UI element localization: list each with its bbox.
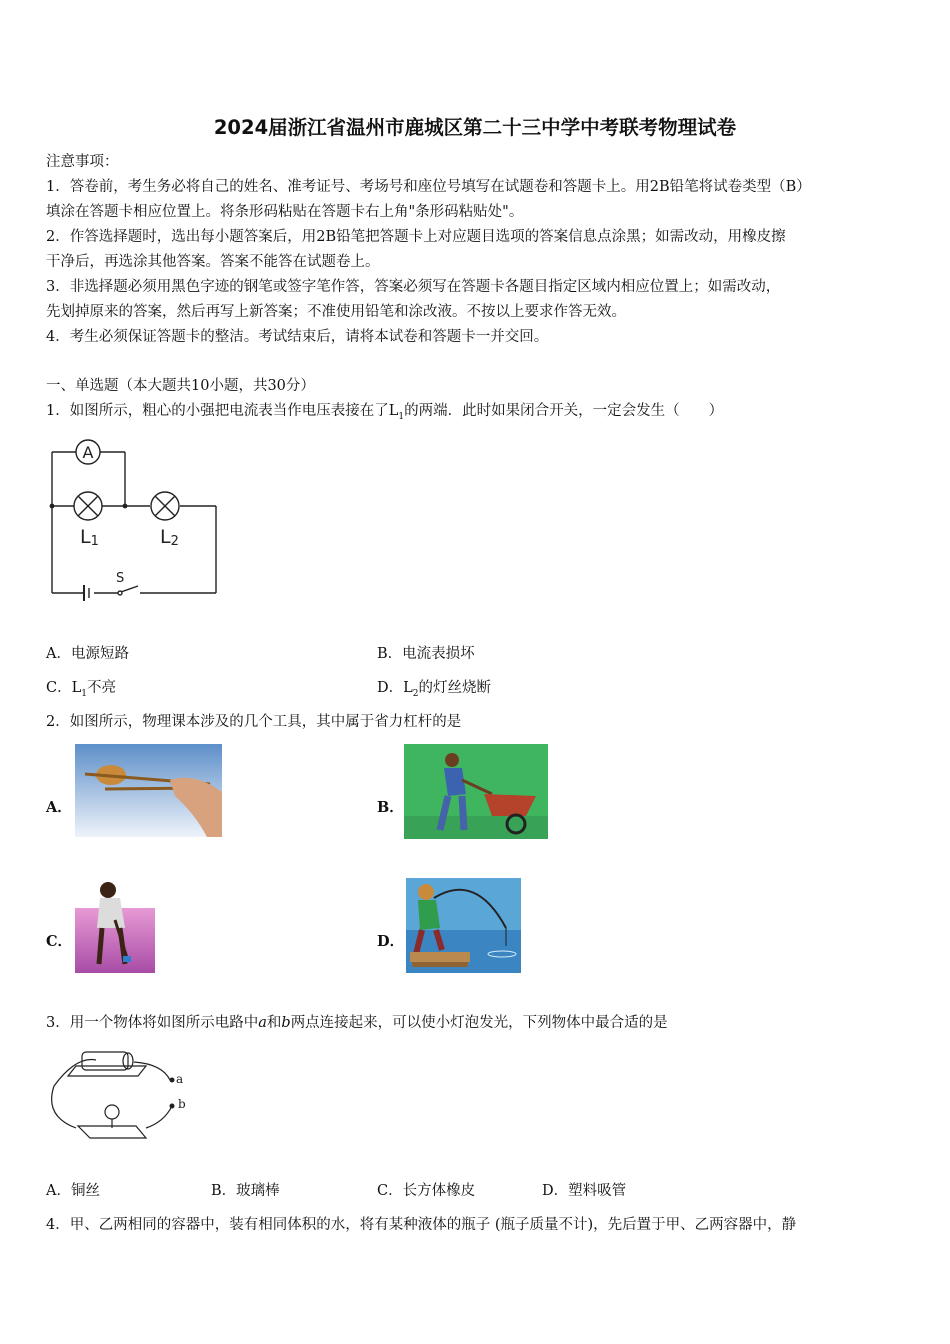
notice-heading: 注意事项： — [46, 154, 119, 170]
l1-label: L — [80, 526, 91, 548]
section-heading: 一、单选题（本大题共10小题，共30分） — [46, 378, 315, 394]
q3-circuit-figure — [46, 1046, 196, 1146]
notice-line: 干净后，再选涂其他答案。答案不能答在试题卷上。 — [46, 254, 380, 270]
point-a-label: a — [176, 1072, 184, 1086]
notice-line: 1．答卷前，考生务必将自己的姓名、准考证号、考场号和座位号填写在试题卷和答题卡上。用2B铅笔将试卷类型（B） — [46, 179, 811, 195]
notice-line: 2．作答选择题时，选出每小题答案后，用2B铅笔把答题卡上对应题目选项的答案信息点涂黑；如需改动，用橡皮擦 — [46, 229, 786, 245]
fishing-rod-image — [406, 878, 521, 973]
q2-label-d: D． — [377, 933, 405, 950]
question-4-stem: 4．甲、乙两相同的容器中，装有相同体积的水，将有某种液体的瓶子 (瓶子质量不计)，先后置于甲、乙两容器中，静 — [46, 1217, 797, 1233]
chopsticks-image — [75, 744, 222, 837]
switch-label: S — [116, 571, 125, 586]
q1-option-d: D．$L_2$的灯丝烧断 — [377, 680, 491, 699]
q3-option-d: D．塑料吸管 — [542, 1183, 627, 1199]
q2-label-b: B． — [377, 799, 404, 816]
q3-option-a: A．铜丝 — [46, 1183, 100, 1199]
tweezers-girl-image — [75, 880, 155, 973]
point-b-label: b — [178, 1097, 186, 1111]
notice-line: 先划掉原来的答案，然后再写上新答案；不准使用铅笔和涂改液。不按以上要求作答无效。 — [46, 304, 626, 320]
q1-option-a: A．电源短路 — [46, 646, 129, 662]
q1-option-c: C．$L_1$不亮 — [46, 680, 116, 699]
question-3-stem: 3．用一个物体将如图所示电路中a和b两点连接起来，可以使小灯泡发光，下列物体中最合适的是 — [46, 1015, 668, 1031]
page-title: 2024届浙江省温州市鹿城区第二十三中学中考联考物理试卷 — [213, 116, 737, 139]
svg-text:L2: L2 — [160, 526, 179, 549]
q3-option-c: C．长方体橡皮 — [377, 1183, 476, 1199]
notice-line: 3．非选择题必须用黑色字迹的钢笔或签字笔作答，答案必须写在答题卡各题目指定区域内相应位置上；如需改动， — [46, 279, 781, 295]
ammeter-label: A — [82, 443, 94, 462]
q2-label-c: C． — [46, 933, 73, 950]
q1-option-b: B．电流表损坏 — [377, 646, 475, 662]
notice-line: 4．考生必须保证答题卡的整洁。考试结束后，请将本试卷和答题卡一并交回。 — [46, 329, 549, 345]
wheelbarrow-image — [404, 744, 548, 839]
q3-option-b: B．玻璃棒 — [211, 1183, 280, 1199]
notice-line: 填涂在答题卡相应位置上。将条形码粘贴在答题卡右上角"条形码粘贴处"。 — [46, 204, 524, 220]
svg-text:L1: L1 — [80, 526, 99, 549]
q1-circuit-figure — [46, 436, 226, 608]
q2-label-a: A． — [46, 799, 72, 816]
question-2-stem: 2．如图所示，物理课本涉及的几个工具，其中属于省力杠杆的是 — [46, 714, 462, 730]
question-1-stem: 1．如图所示，粗心的小强把电流表当作电压表接在了$L_1$的两端．此时如果闭合开关，一定会发生（ ） — [46, 403, 724, 422]
l2-label: L — [160, 526, 171, 548]
